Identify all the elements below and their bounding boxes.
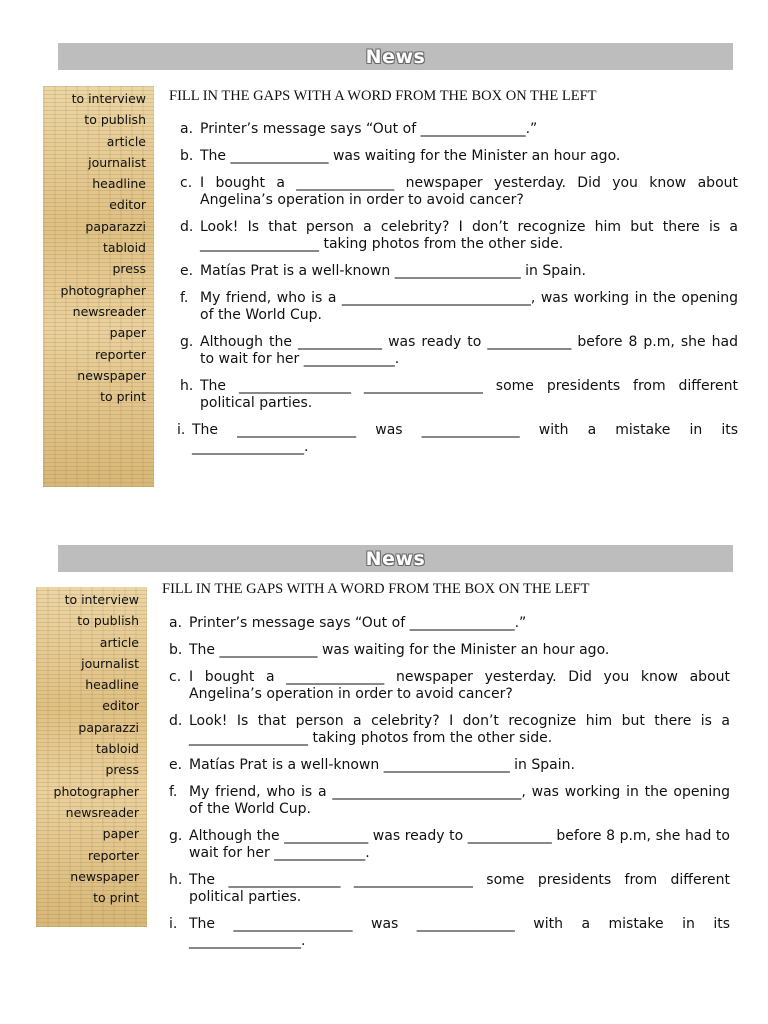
question-item — [169, 757, 730, 774]
word-item: tabloid — [102, 240, 146, 256]
question-text: I bought a ______________ newspaper yesterday. Did you know about Angelina’s operation in order to avoid cancer? — [200, 175, 738, 208]
word-item: newspaper — [70, 868, 139, 884]
question-item — [180, 334, 738, 368]
question-item — [169, 828, 730, 862]
question-marker: d. — [169, 713, 183, 729]
question-item — [169, 713, 730, 747]
word-item: editor — [102, 698, 139, 714]
word-list — [43, 88, 146, 407]
word-item: to interview — [64, 592, 139, 607]
question-item — [169, 669, 730, 703]
question-marker: h. — [180, 378, 194, 394]
page-title: News — [365, 45, 426, 68]
word-item: paper — [109, 325, 146, 341]
word-item: press — [112, 261, 146, 277]
word-item: photographer — [60, 282, 146, 298]
question-text: Matías Prat is a well-known __________________ in Spain. — [200, 263, 586, 279]
question-text: My friend, who is a ___________________________, was working in the opening of the World Cup. — [189, 784, 730, 817]
question-text: The ______________ was waiting for the Minister an hour ago. — [189, 642, 610, 658]
question-item — [180, 148, 738, 165]
question-text: The ______________ was waiting for the Minister an hour ago. — [200, 148, 621, 164]
question-marker: i. — [177, 422, 186, 438]
question-marker: g. — [180, 334, 194, 350]
question-marker: b. — [169, 642, 183, 658]
word-item: to publish — [77, 613, 139, 629]
title-bar — [58, 43, 733, 70]
question-list — [169, 615, 730, 960]
question-item — [169, 916, 730, 950]
word-item: press — [105, 762, 139, 778]
question-text: Matías Prat is a well-known __________________ in Spain. — [189, 757, 575, 773]
question-text: Printer’s message says “Out of _______________.” — [200, 121, 538, 137]
question-text: Look! Is that person a celebrity? I don’t recognize him but there is a _________________ taking photos from the other side. — [189, 713, 730, 746]
question-text: Printer’s message says “Out of _______________.” — [189, 615, 527, 631]
question-text: The ________________ _________________ some presidents from different political parties. — [189, 872, 730, 905]
question-text: The _________________ was ______________ with a mistake in its ________________. — [189, 916, 730, 949]
question-text: I bought a ______________ newspaper yesterday. Did you know about Angelina’s operation in order to avoid cancer? — [189, 669, 730, 702]
question-marker: e. — [180, 263, 194, 279]
word-item: journalist — [81, 655, 139, 671]
question-item — [180, 219, 738, 253]
question-marker: b. — [180, 148, 194, 164]
question-marker: c. — [169, 669, 182, 685]
word-item: to print — [100, 389, 146, 405]
question-marker: a. — [180, 121, 194, 137]
question-text: My friend, who is a ___________________________, was working in the opening of the World Cup. — [200, 290, 738, 323]
question-item — [169, 615, 730, 632]
word-item: tabloid — [95, 741, 139, 757]
word-item: to publish — [84, 112, 146, 128]
question-marker: c. — [180, 175, 193, 191]
word-item: newspaper — [77, 367, 146, 383]
question-item — [169, 872, 730, 906]
question-marker: g. — [169, 828, 183, 844]
question-item — [180, 263, 738, 280]
question-item — [180, 175, 738, 209]
question-marker: d. — [180, 219, 194, 235]
question-marker: i. — [169, 916, 178, 932]
word-item: reporter — [87, 847, 139, 863]
question-item — [180, 290, 738, 324]
instructions: FILL IN THE GAPS WITH A WORD FROM THE BOX ON THE LEFT — [162, 581, 590, 597]
title-bar — [58, 545, 733, 572]
question-list — [177, 121, 738, 466]
word-item: paparazzi — [78, 719, 139, 735]
word-item: newsreader — [65, 804, 139, 820]
question-item — [177, 422, 738, 456]
question-marker: h. — [169, 872, 183, 888]
question-text: Although the ____________ was ready to ____________ before 8 p.m, she had to wait for her _____________. — [200, 334, 738, 367]
word-item: paparazzi — [85, 218, 146, 234]
question-item — [180, 121, 738, 138]
word-item: headline — [85, 677, 139, 693]
word-item: article — [106, 133, 146, 149]
question-marker: a. — [169, 615, 183, 631]
question-marker: e. — [169, 757, 183, 773]
word-item: journalist — [88, 154, 146, 170]
question-text: Although the ____________ was ready to ____________ before 8 p.m, she had to wait for her _____________. — [189, 828, 730, 861]
word-item: newsreader — [72, 303, 146, 319]
page-title: News — [365, 547, 426, 570]
word-box — [43, 86, 154, 487]
question-item — [169, 784, 730, 818]
word-item: article — [99, 634, 139, 650]
question-text: The ________________ _________________ some presidents from different political parties. — [200, 378, 738, 411]
question-text: Look! Is that person a celebrity? I don’t recognize him but there is a _________________ taking photos from the other side. — [200, 219, 738, 252]
question-item — [169, 642, 730, 659]
word-item: editor — [109, 197, 146, 213]
word-list — [36, 589, 139, 908]
word-item: reporter — [94, 346, 146, 362]
question-marker: f. — [180, 290, 189, 306]
word-item: headline — [92, 176, 146, 192]
question-text: The _________________ was ______________ with a mistake in its ________________. — [192, 422, 738, 455]
question-marker: f. — [169, 784, 178, 800]
word-item: to print — [93, 890, 139, 906]
word-box — [36, 587, 147, 927]
word-item: photographer — [53, 783, 139, 799]
question-item — [180, 378, 738, 412]
word-item: to interview — [71, 91, 146, 106]
instructions: FILL IN THE GAPS WITH A WORD FROM THE BOX ON THE LEFT — [169, 88, 597, 104]
word-item: paper — [102, 826, 139, 842]
